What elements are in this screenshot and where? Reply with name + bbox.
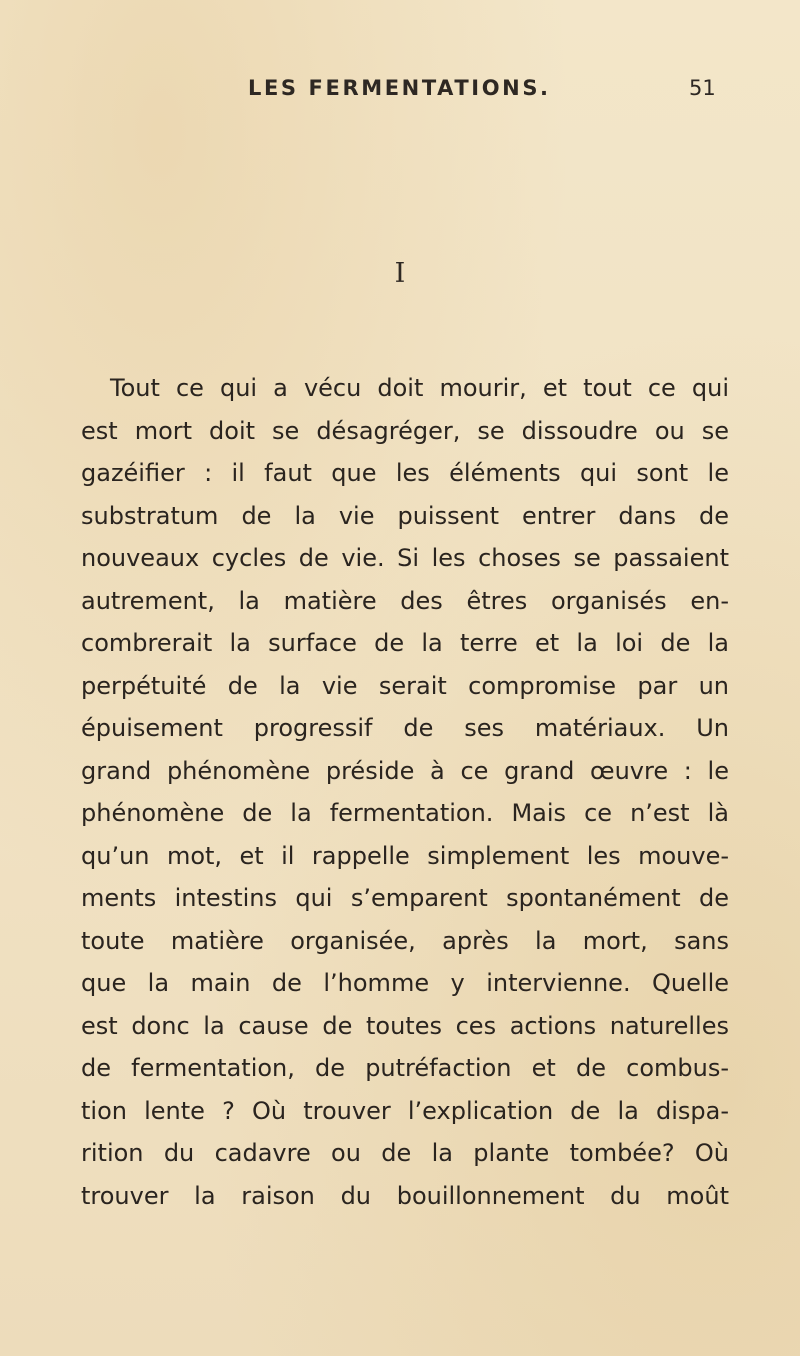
text-line: combrerait la surface de la terre et la loi de la — [81, 629, 729, 657]
text-line: perpétuité de la vie serait compromise par un — [81, 671, 729, 700]
text-line: épuisement progressif de ses matériaux. Un — [81, 714, 729, 742]
running-title: LES FERMENTATIONS. — [248, 76, 551, 100]
text-line: ments intestins qui s’emparent spontanément de — [81, 884, 729, 912]
text-line: Tout ce qui a vécu doit mourir, et tout ce qui — [110, 374, 729, 402]
text-line: toute matière organisée, après la mort, sans — [81, 926, 729, 955]
text-line: phénomène de la fermentation. Mais ce n’est là — [81, 799, 729, 827]
text-line: nouveaux cycles de vie. Si les choses se passaient — [81, 544, 729, 572]
text-line: de fermentation, de putréfaction et de combus- — [81, 1054, 729, 1082]
text-line: grand phénomène préside à ce grand œuvre : le — [81, 756, 729, 785]
text-line: rition du cadavre ou de la plante tombée? Où — [81, 1139, 729, 1167]
page-number: 51 — [689, 76, 716, 100]
text-line: substratum de la vie puissent entrer dans de — [81, 501, 729, 530]
text-line: autrement, la matière des êtres organisés en- — [81, 586, 729, 615]
text-line: est mort doit se désagréger, se dissoudre ou se — [81, 416, 729, 445]
section-numeral: I — [394, 258, 406, 289]
text-line: trouver la raison du bouillonnement du moût — [81, 1181, 729, 1210]
text-line: tion lente ? Où trouver l’explication de la dispa- — [81, 1096, 729, 1125]
running-head — [0, 76, 800, 106]
text-line: qu’un mot, et il rappelle simplement les mouve- — [81, 841, 729, 870]
text-line: gazéifier : il faut que les éléments qui sont le — [81, 459, 729, 487]
text-line: est donc la cause de toutes ces actions naturelles — [81, 1011, 729, 1040]
text-line: que la main de l’homme y intervienne. Quelle — [81, 969, 729, 997]
body-paragraph — [81, 367, 729, 1217]
